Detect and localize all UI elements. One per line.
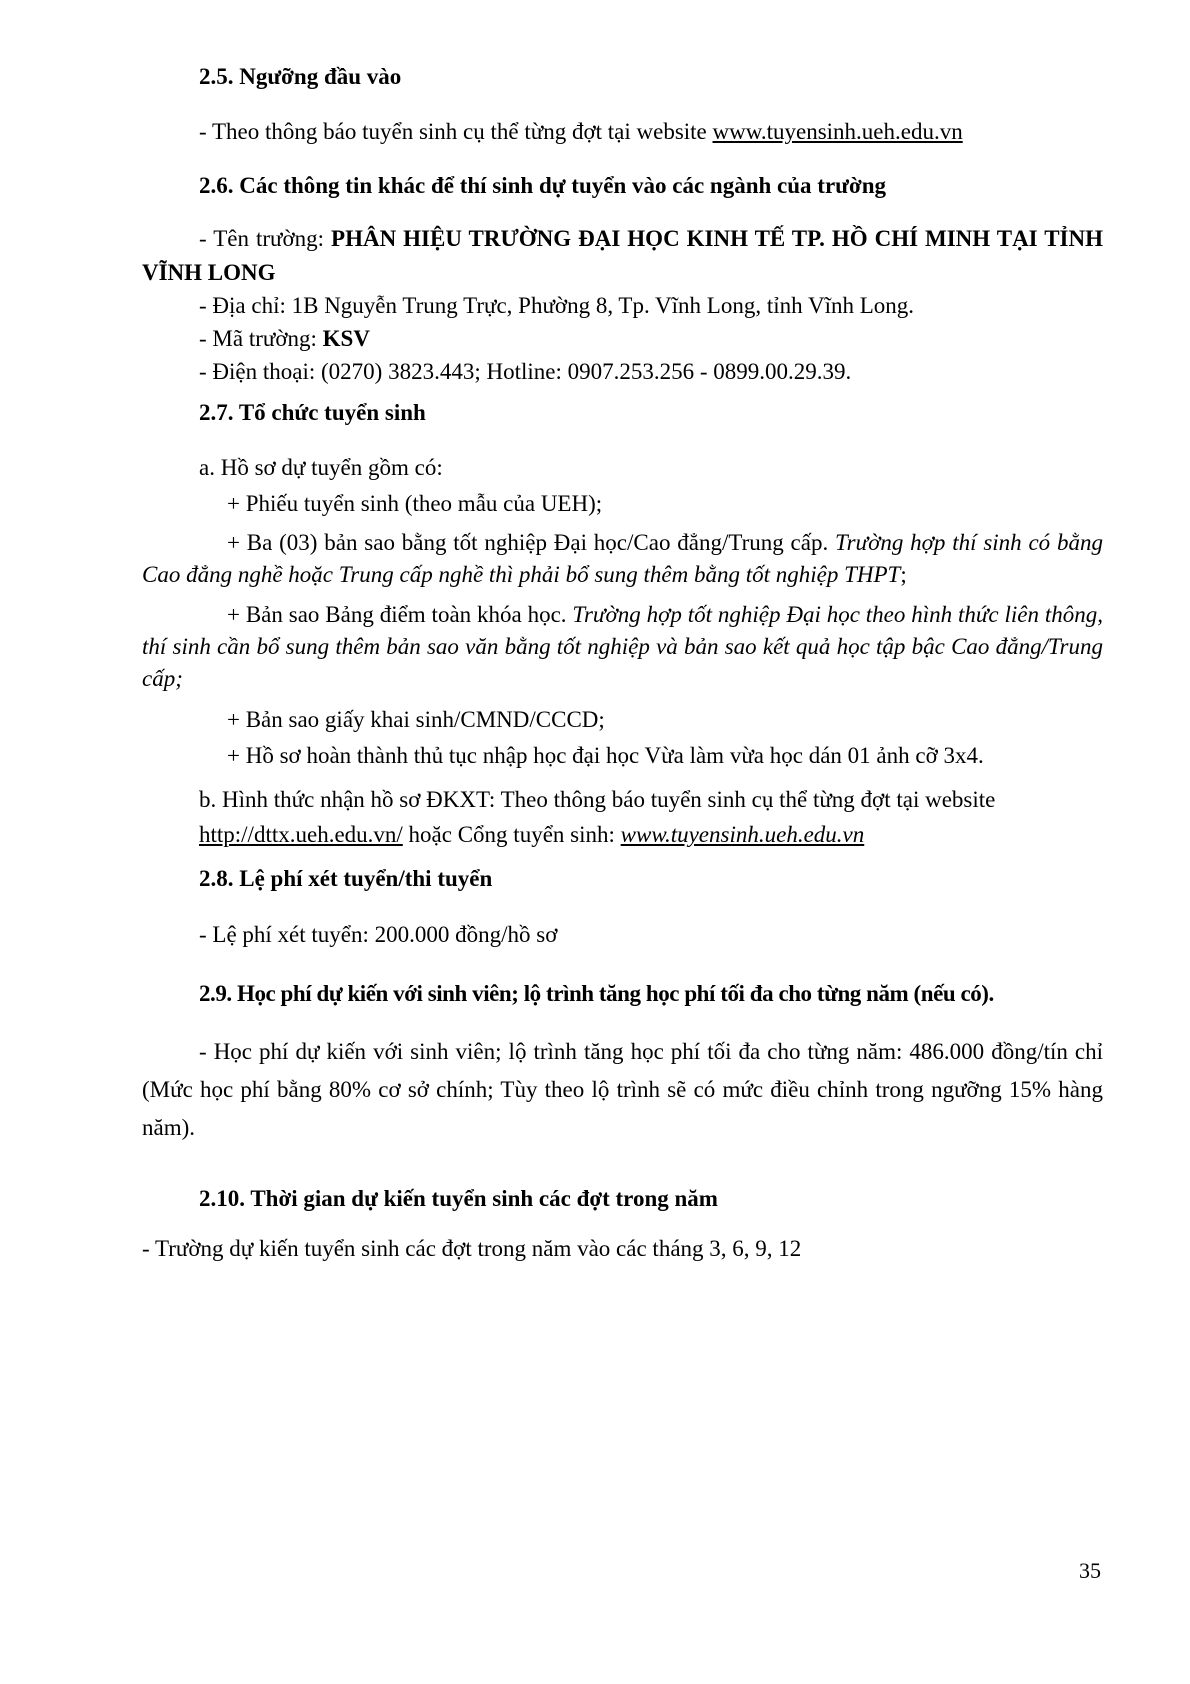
section-2-5-text — [199, 118, 963, 146]
school-name-label: - Tên trường: — [199, 226, 332, 251]
submission-method-line: b. Hình thức nhận hồ sơ ĐKXT: Theo thông báo tuyển sinh cụ thể từng đợt tại website — [199, 787, 996, 812]
school-name-paragraph — [142, 222, 1103, 290]
page-number: 35 — [1079, 1558, 1101, 1583]
documents-item-2-note: Trường hợp thí sinh có bằng Cao đẳng nghề hoặc Trung cấp nghề thì phải bổ sung thêm bằng tốt nghiệp THPT — [142, 530, 1103, 587]
section-2-5-text-prefix: - Theo thông báo tuyển sinh cụ thể từng đợt tại website — [199, 119, 713, 144]
documents-item-3-text: + Bản sao Bảng điểm toàn khóa học. — [227, 602, 573, 627]
school-code-label: - Mã trường: — [199, 326, 323, 351]
documents-item-1: + Phiếu tuyển sinh (theo mẫu của UEH); — [227, 491, 603, 516]
school-code-line — [199, 325, 370, 353]
school-name: PHÂN HIỆU TRƯỜNG ĐẠI HỌC KINH TẾ TP. HỒ CHÍ MINH TẠI TỈNH VĨNH LONG — [142, 226, 1103, 285]
documents-item-5: + Hồ sơ hoàn thành thủ tục nhập học đại học Vừa làm vừa học dán 01 ảnh cỡ 3x4. — [227, 743, 984, 768]
section-2-8-heading: 2.8. Lệ phí xét tuyển/thi tuyển — [199, 866, 493, 891]
address-line: - Địa chỉ: 1B Nguyễn Trung Trực, Phường 8, Tp. Vĩnh Long, tỉnh Vĩnh Long. — [199, 293, 915, 318]
tuyensinh-link[interactable]: www.tuyensinh.ueh.edu.vn — [712, 119, 963, 144]
documents-item-4: + Bản sao giấy khai sinh/CMND/CCCD; — [227, 707, 605, 732]
documents-item-2-text: + Ba (03) bản sao bằng tốt nghiệp Đại học/Cao đẳng/Trung cấp. — [227, 530, 836, 555]
section-2-7-heading: 2.7. Tổ chức tuyển sinh — [199, 400, 426, 425]
admission-portal-link[interactable]: www.tuyensinh.ueh.edu.vn — [620, 822, 865, 847]
dttx-link[interactable]: http://dttx.ueh.edu.vn/ — [199, 822, 403, 847]
school-code: KSV — [322, 326, 370, 351]
submission-links-line — [199, 821, 864, 849]
phone-line: - Điện thoại: (0270) 3823.443; Hotline: 0907.253.256 - 0899.00.29.39. — [199, 359, 852, 384]
tuition-paragraph: - Học phí dự kiến với sinh viên; lộ trình tăng học phí tối đa cho từng năm: 486.000 đồng/tín chỉ (Mức học phí bằng 80% cơ sở chính; Tùy theo lộ trình sẽ có mức điều chỉnh trong ngưỡng 15% hàng năm). — [142, 1039, 1103, 1140]
section-2-5-heading: 2.5. Ngưỡng đầu vào — [199, 64, 402, 89]
submission-links-mid: hoặc Cổng tuyển sinh: — [402, 822, 621, 847]
documents-item-2-end: ; — [900, 562, 907, 587]
documents-item-3 — [142, 599, 1103, 695]
documents-item-3-note: Trường hợp tốt nghiệp Đại học theo hình thức liên thông, thí sinh cần bổ sung thêm bản sao văn bằng tốt nghiệp và bản sao kết quả học tập bậc Cao đẳng/Trung cấp; — [142, 602, 1104, 691]
schedule-line: - Trường dự kiến tuyển sinh các đợt trong năm vào các tháng 3, 6, 9, 12 — [142, 1236, 802, 1261]
documents-title: a. Hồ sơ dự tuyển gồm có: — [199, 455, 443, 480]
section-2-10-heading: 2.10. Thời gian dự kiến tuyển sinh các đợt trong năm — [199, 1186, 718, 1211]
documents-item-2 — [142, 527, 1103, 591]
section-2-9-heading: 2.9. Học phí dự kiến với sinh viên; lộ trình tăng học phí tối đa cho từng năm (nếu có). — [199, 981, 994, 1006]
fee-line: - Lệ phí xét tuyển: 200.000 đồng/hồ sơ — [199, 922, 558, 947]
section-2-6-heading: 2.6. Các thông tin khác để thí sinh dự tuyển vào các ngành của trường — [199, 173, 886, 198]
